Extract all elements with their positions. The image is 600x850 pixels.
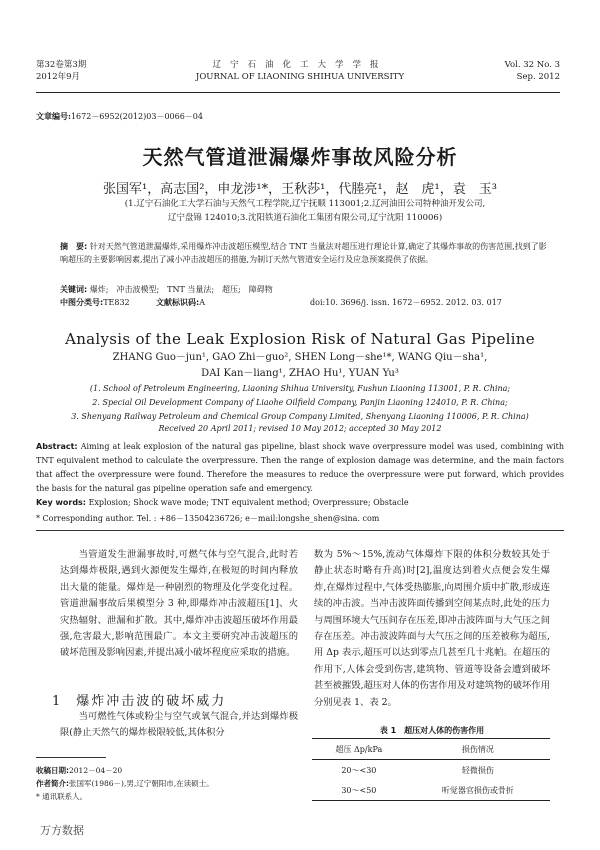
authors-cn: 张国军¹，高志国²，申龙涉¹*，王秋莎¹，代塍亮¹，赵 虎¹，袁 玉³: [103, 182, 497, 197]
abstract-divider: [36, 530, 564, 531]
section-title: 爆炸冲击波的破坏威力: [76, 694, 227, 709]
header-journal: [150, 59, 450, 83]
affiliation-en-line: 2. Special Oil Development Company of Liaohe Oilfield Company, Panjin Liaoning 124010, P. R. China;: [92, 398, 508, 407]
footnote-divider: [36, 757, 106, 758]
doi[interactable]: doi:10. 3696/j. issn. 1672－6952. 2012. 03. 017: [310, 298, 502, 307]
keywords-en-label: Key words:: [36, 498, 87, 507]
keywords-en-text: Explosion; Shock wave mode; TNT equivalent method; Overpressure; Obstacle: [88, 498, 409, 507]
section-heading: [52, 690, 226, 709]
footnote-corresponding: * 通讯联系人。: [36, 792, 88, 801]
body-left-column: [60, 547, 298, 662]
abstract-cn-label: 摘 要:: [60, 242, 88, 251]
table-cell: 20～<30: [341, 765, 377, 775]
footnote-received: [36, 764, 296, 777]
affiliation-en-line: 3. Shenyang Railway Petroleum and Chemical Group Company Limited, Shenyang Liaoning 110006, P. R. China): [71, 412, 529, 421]
doc-value: A: [199, 298, 205, 307]
table-title: 超压对人体的伤害作用: [404, 726, 485, 735]
table-header-cell: 超压 Δp/kPa: [312, 739, 406, 760]
header-issue-en: [505, 59, 560, 83]
abstract-en-text: Aiming at leak explosion of the natural gas pipeline, blast shock wave overpressure model was used, combining with TNT equivalent method to calculate the overpressure. Then the range of explosion damage was determine, and the main factors that affect the overpressure were found. Therefore the measures to reduce the overpressure were put forward, which provides the basis for the natural gas pipeline operation safe and emergency.: [36, 442, 564, 493]
keywords-cn-label: 关键词:: [60, 285, 88, 294]
wanfang-watermark: 万方数据: [40, 824, 84, 837]
table-cell: 30～<50: [312, 780, 406, 801]
footnote-author-label: 作者简介:: [36, 779, 69, 788]
keywords-cn-text: 爆炸; 冲击波模型; TNT 当量法; 超压; 障碍物: [89, 285, 273, 294]
abstract-cn-text: 针对天然气管道泄漏爆炸,采用爆炸冲击波超压模型,结合 TNT 当量法对超压进行理论计算,确定了其爆炸事故的伤害范围,找到了影响超压的主要影响因素,提出了减小冲击波超压的措施,为制订天然气管道安全运行及应急预案提供了依据。: [60, 242, 547, 264]
continued-paragraph: 数为 5%～15%,流动气体爆炸下限的体积分数较其处于静止状态时略有升高)时[2],温度达到着火点便会发生爆炸,在爆炸过程中,气体受热膨胀,向周围介质中扩散,形成连续的冲击波。当冲击波阵面传播到空间某点时,此处的压力与周围环境大气压间存在压差,即冲击波阵面与大气压之间存在压差。冲击波波阵面与大气压之间的压差被称为超压,用 Δp 表示,超压可以达到零点几甚至几十兆帕。在超压的作用下,人体会受到伤害,建筑物、管道等设备会遭到破坏甚至被摧毁,超压对人体的伤害作用及对建筑物的破坏作用分别见表 1、表 2。: [314, 549, 550, 708]
article-number: [36, 111, 203, 122]
table-number: 表 1: [379, 726, 397, 735]
authors-en-line: ZHANG Guo－jun¹, GAO Zhi－guo², SHEN Long－she¹*, WANG Qiu－sha¹,: [112, 352, 488, 363]
keywords-en: [36, 498, 564, 507]
affiliation-line: (1.辽宁石油化工大学石油与天然气工程学院,辽宁抚顺 113001;2.辽河油田公司特种油开发公司,: [124, 199, 486, 209]
authors-en-line: DAI Kan－liang¹, ZHAO Hu¹, YUAN Yu³: [201, 368, 399, 379]
table-header-row: [312, 739, 550, 760]
table-header-cell: 损伤情况: [406, 739, 550, 760]
paper-title-en: Analysis of the Leak Explosion Risk of Natural Gas Pipeline: [65, 330, 535, 348]
footnote-received-value: 2012－04－20: [69, 766, 123, 775]
header-divider: [36, 92, 560, 93]
affiliation-en-line: (1. School of Petroleum Engineering, Liaoning Shihua University, Fushun Liaoning 113001, P. R. China;: [89, 384, 511, 393]
footnote-author: [36, 777, 296, 790]
article-number-label: 文章编号:: [36, 111, 71, 121]
table-row: [312, 780, 550, 801]
intro-paragraph: 当管道发生泄漏事故时,可燃气体与空气混合,此时若达到爆炸极限,遇到火源便发生爆炸,在极短的时间内释放出大量的能量。爆炸是一种剧烈的物理及化学变化过程。管道泄漏事故后果模型分 3 种,即爆炸冲击波超压[1]、火灾热辐射、泄漏和扩散。其中,爆炸冲击波超压破坏作用最强,危害最大,影响范围最广。本文主要研究冲击波超压的破坏范围及影响因素,并提出减小破坏程度应采取的措施。: [60, 549, 298, 659]
doc-code: [156, 297, 205, 308]
clc-value: TE832: [103, 298, 130, 307]
overpressure-damage-table: [312, 738, 550, 801]
abstract-en-label: Abstract:: [36, 442, 78, 451]
paper-title-cn: 天然气管道泄漏爆炸事故风险分析: [142, 145, 458, 169]
table-cell: 轻微损伤: [461, 765, 494, 775]
corresponding-author-en: * Corresponding author. Tel. : +86－13504236726; e－mail:longshe_shen@sina. com: [36, 514, 380, 523]
doc-label: 文献标识码:: [156, 298, 200, 307]
abstract-en: [36, 440, 564, 496]
header-issue-cn: [36, 59, 86, 83]
article-number-value: 1672－6952(2012)03－0066－04: [70, 112, 203, 121]
table-cell: 听觉器官损伤或骨折: [406, 780, 550, 801]
table-row: [312, 760, 550, 781]
keywords-cn: [60, 283, 550, 296]
affiliation-line: 辽宁盘锦 124010;3.沈阳铁道石油化工集团有限公司,辽宁沈阳 110006): [167, 213, 443, 223]
table-caption: [314, 725, 550, 736]
clc-label: 中图分类号:: [60, 298, 104, 307]
section-paragraph: 当可燃性气体或粉尘与空气或氧气混合,并达到爆炸极限(静止天然气的爆炸极限较低,其体积分: [60, 711, 298, 739]
footnote-author-value: 张国军(1986－),男,辽宁朝阳市,在读硕士。: [69, 779, 214, 788]
body-left-continued: [60, 709, 298, 742]
received-dates-en: Received 20 April 2011; revised 10 May 2012; accepted 30 May 2012: [158, 424, 442, 433]
journal-name-cn: 辽宁石油化工大学学报: [212, 60, 388, 70]
body-right-column: [314, 547, 550, 711]
affiliations-en: [40, 382, 560, 424]
footnote-received-label: 收稿日期:: [36, 766, 69, 775]
volume-issue-cn: 第32卷第3期: [36, 60, 87, 70]
date-en: Sep. 2012: [516, 72, 560, 82]
abstract-cn: [60, 240, 550, 266]
authors-en: [60, 350, 540, 382]
footnotes: [36, 764, 296, 803]
affiliations-cn: [70, 197, 540, 225]
volume-issue-en: Vol. 32 No. 3: [504, 60, 560, 70]
journal-name-en: JOURNAL OF LIAONING SHIHUA UNIVERSITY: [195, 72, 405, 82]
clc-code: [60, 297, 130, 308]
section-number: 1: [52, 694, 63, 709]
date-cn: 2012年9月: [36, 72, 81, 82]
